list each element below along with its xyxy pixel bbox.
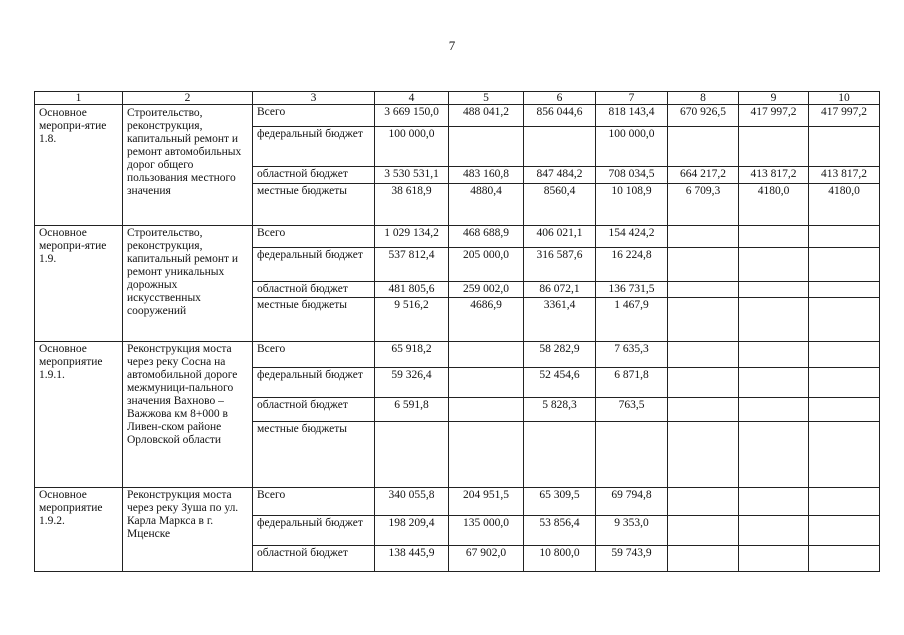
value-cell: 204 951,5 [449, 488, 524, 516]
value-cell: 3361,4 [524, 298, 596, 342]
value-cell: 6 591,8 [375, 398, 449, 422]
header-cell: 2 [123, 92, 253, 105]
value-cell [524, 127, 596, 167]
value-cell [809, 282, 880, 298]
value-cell [739, 226, 809, 248]
value-cell: 856 044,6 [524, 105, 596, 127]
value-cell: 65 309,5 [524, 488, 596, 516]
value-cell: 6 871,8 [596, 368, 668, 398]
table-row [35, 105, 880, 127]
value-cell [739, 282, 809, 298]
budget-label: федеральный бюджет [253, 368, 375, 398]
value-cell: 316 587,6 [524, 248, 596, 282]
activity-code: Основное меропри-ятие 1.9. [35, 226, 123, 342]
value-cell [449, 422, 524, 488]
value-cell [809, 298, 880, 342]
header-cell: 1 [35, 92, 123, 105]
value-cell: 10 108,9 [596, 184, 668, 226]
value-cell: 481 805,6 [375, 282, 449, 298]
value-cell [739, 488, 809, 516]
value-cell [668, 368, 739, 398]
value-cell: 5 828,3 [524, 398, 596, 422]
value-cell: 468 688,9 [449, 226, 524, 248]
activity-name: Реконструкция моста через реку Сосна на автомобильной дороге межмуници-пального значения Вахново – Важжова км 8+000 в Ливен-ском районе Орловской области [123, 342, 253, 488]
value-cell [809, 422, 880, 488]
value-cell [449, 398, 524, 422]
value-cell: 67 902,0 [449, 546, 524, 572]
activity-name: Строительство, реконструкция, капитальный ремонт и ремонт автомобильных дорог общего пользования местного значения [123, 105, 253, 226]
value-cell: 1 467,9 [596, 298, 668, 342]
value-cell [668, 398, 739, 422]
value-cell: 818 143,4 [596, 105, 668, 127]
activity-name: Реконструкция моста через реку Зуша по ул. Карла Маркса в г. Мценске [123, 488, 253, 572]
value-cell: 86 072,1 [524, 282, 596, 298]
value-cell [739, 422, 809, 488]
budget-label: местные бюджеты [253, 422, 375, 488]
value-cell: 4180,0 [809, 184, 880, 226]
budget-label: областной бюджет [253, 398, 375, 422]
value-cell: 198 209,4 [375, 516, 449, 546]
value-cell [809, 248, 880, 282]
header-cell: 10 [809, 92, 880, 105]
value-cell: 259 002,0 [449, 282, 524, 298]
budget-label: федеральный бюджет [253, 248, 375, 282]
table-row [35, 488, 880, 516]
value-cell: 52 454,6 [524, 368, 596, 398]
value-cell [668, 282, 739, 298]
budget-label: областной бюджет [253, 282, 375, 298]
value-cell [668, 248, 739, 282]
value-cell [668, 226, 739, 248]
budget-label: областной бюджет [253, 167, 375, 184]
header-cell: 8 [668, 92, 739, 105]
budget-label: местные бюджеты [253, 298, 375, 342]
value-cell: 10 800,0 [524, 546, 596, 572]
value-cell [449, 127, 524, 167]
value-cell: 763,5 [596, 398, 668, 422]
value-cell: 154 424,2 [596, 226, 668, 248]
value-cell: 100 000,0 [596, 127, 668, 167]
activity-name: Строительство, реконструкция, капитальный ремонт и ремонт уникальных дорожных искусственных сооружений [123, 226, 253, 342]
value-cell: 3 530 531,1 [375, 167, 449, 184]
value-cell: 59 326,4 [375, 368, 449, 398]
value-cell [668, 422, 739, 488]
header-cell: 4 [375, 92, 449, 105]
value-cell: 138 445,9 [375, 546, 449, 572]
value-cell: 135 000,0 [449, 516, 524, 546]
value-cell [809, 127, 880, 167]
value-cell: 406 021,1 [524, 226, 596, 248]
value-cell [739, 516, 809, 546]
value-cell: 483 160,8 [449, 167, 524, 184]
value-cell [809, 516, 880, 546]
header-cell: 7 [596, 92, 668, 105]
header-cell: 5 [449, 92, 524, 105]
value-cell [668, 488, 739, 516]
value-cell: 38 618,9 [375, 184, 449, 226]
value-cell [668, 127, 739, 167]
value-cell [809, 368, 880, 398]
activity-code: Основное мероприятие 1.9.2. [35, 488, 123, 572]
table-row [35, 226, 880, 248]
value-cell [809, 226, 880, 248]
value-cell: 340 055,8 [375, 488, 449, 516]
value-cell [739, 342, 809, 368]
budget-label: областной бюджет [253, 546, 375, 572]
value-cell: 417 997,2 [809, 105, 880, 127]
activity-code: Основное меропри-ятие 1.8. [35, 105, 123, 226]
value-cell [809, 342, 880, 368]
header-row [35, 92, 880, 105]
value-cell: 59 743,9 [596, 546, 668, 572]
header-cell: 9 [739, 92, 809, 105]
value-cell: 4880,4 [449, 184, 524, 226]
value-cell [524, 422, 596, 488]
value-cell: 417 997,2 [739, 105, 809, 127]
budget-label: федеральный бюджет [253, 127, 375, 167]
value-cell: 413 817,2 [809, 167, 880, 184]
value-cell: 65 918,2 [375, 342, 449, 368]
value-cell: 8560,4 [524, 184, 596, 226]
value-cell [809, 398, 880, 422]
value-cell [375, 422, 449, 488]
value-cell: 205 000,0 [449, 248, 524, 282]
table-row [35, 342, 880, 368]
value-cell [668, 298, 739, 342]
value-cell: 6 709,3 [668, 184, 739, 226]
budget-label: федеральный бюджет [253, 516, 375, 546]
value-cell: 3 669 150,0 [375, 105, 449, 127]
activity-code: Основное мероприятие 1.9.1. [35, 342, 123, 488]
value-cell [739, 368, 809, 398]
value-cell [739, 298, 809, 342]
value-cell: 53 856,4 [524, 516, 596, 546]
value-cell: 136 731,5 [596, 282, 668, 298]
header-cell: 3 [253, 92, 375, 105]
value-cell [668, 516, 739, 546]
value-cell: 664 217,2 [668, 167, 739, 184]
value-cell: 16 224,8 [596, 248, 668, 282]
value-cell [809, 488, 880, 516]
value-cell: 488 041,2 [449, 105, 524, 127]
value-cell: 100 000,0 [375, 127, 449, 167]
value-cell: 9 353,0 [596, 516, 668, 546]
value-cell [739, 546, 809, 572]
value-cell: 1 029 134,2 [375, 226, 449, 248]
value-cell [449, 342, 524, 368]
value-cell: 670 926,5 [668, 105, 739, 127]
value-cell [739, 127, 809, 167]
budget-label: Всего [253, 488, 375, 516]
value-cell: 413 817,2 [739, 167, 809, 184]
budget-label: местные бюджеты [253, 184, 375, 226]
budget-label: Всего [253, 226, 375, 248]
value-cell [739, 248, 809, 282]
value-cell: 4180,0 [739, 184, 809, 226]
value-cell: 7 635,3 [596, 342, 668, 368]
value-cell: 4686,9 [449, 298, 524, 342]
value-cell: 708 034,5 [596, 167, 668, 184]
budget-table [34, 91, 880, 572]
value-cell: 537 812,4 [375, 248, 449, 282]
value-cell [449, 368, 524, 398]
value-cell: 9 516,2 [375, 298, 449, 342]
value-cell: 58 282,9 [524, 342, 596, 368]
value-cell [668, 342, 739, 368]
value-cell [668, 546, 739, 572]
page-number: 7 [448, 38, 456, 53]
budget-label: Всего [253, 342, 375, 368]
header-cell: 6 [524, 92, 596, 105]
budget-label: Всего [253, 105, 375, 127]
value-cell [809, 546, 880, 572]
value-cell: 69 794,8 [596, 488, 668, 516]
value-cell [596, 422, 668, 488]
value-cell: 847 484,2 [524, 167, 596, 184]
value-cell [739, 398, 809, 422]
